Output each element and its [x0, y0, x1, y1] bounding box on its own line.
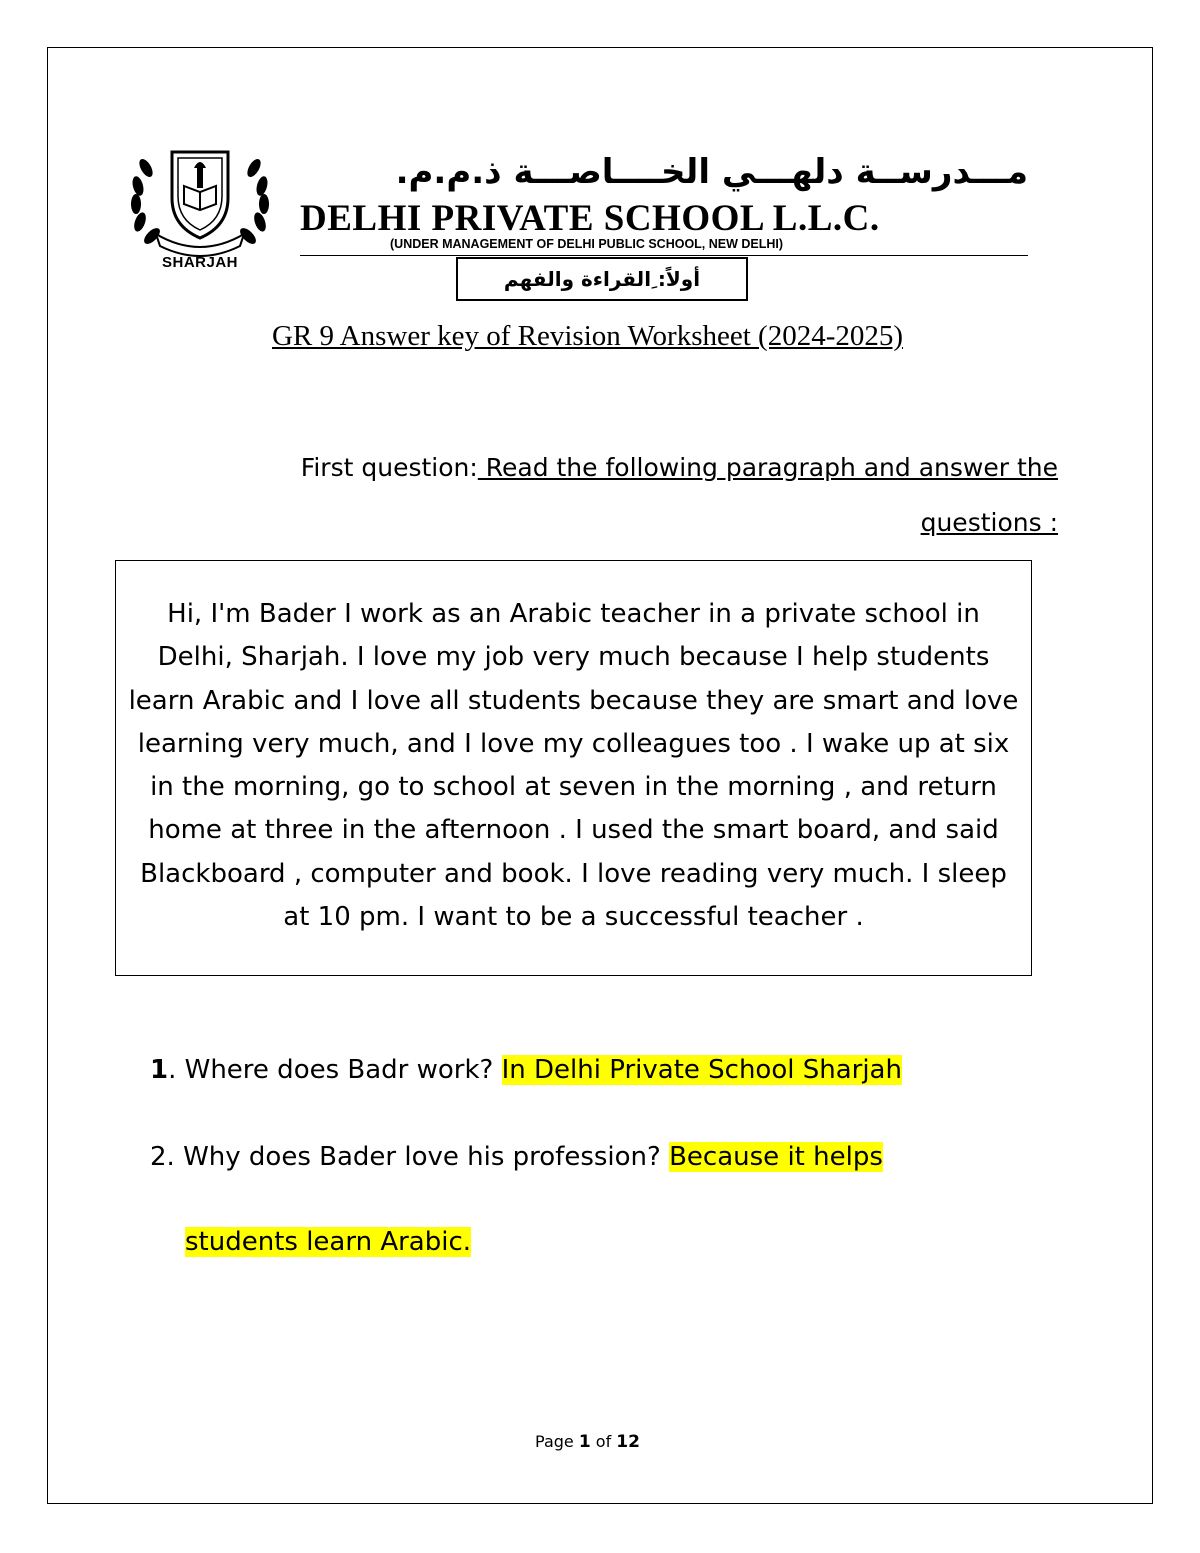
highlighted-answer: In Delhi Private School Sharjah [501, 1055, 902, 1085]
question-text: . Where does Badr work? [168, 1055, 502, 1085]
footer-of-word: of [590, 1432, 617, 1451]
section-label-box: أولاً: ِالقراءة والفهم [456, 257, 748, 301]
question-number: 2 [150, 1142, 167, 1172]
question-2 [150, 1137, 883, 1177]
school-name-english: DELHI PRIVATE SCHOOL L.L.C. [300, 198, 880, 239]
question-heading-instruction-1: Read the following paragraph and answer the [477, 453, 1058, 482]
question-heading [190, 440, 1058, 550]
header-divider [300, 255, 1028, 256]
footer-page-word: Page [535, 1432, 579, 1451]
question-number: 1 [150, 1055, 169, 1085]
question-heading-instruction-2: questions : [920, 508, 1058, 537]
footer-total-pages: 12 [616, 1432, 640, 1452]
school-name-arabic: مـــدرســة دلهـــي الخــــاصـــة ذ.م.م. [395, 152, 1028, 192]
school-crest-logo [122, 138, 278, 278]
passage-text: Hi, I'm Bader I work as an Arabic teacher in a private school in Delhi, Sharjah. I love my job very much because I help students learn Arabic and I love all students because they are smart and love learning very much, and I love my colleagues too . I wake up at six in the morning, go to school at seven in the morning , and return home at three in the afternoon . I used the smart board, and said Blackboard , computer and book. I love reading very much. I sleep at 10 pm. I want to be a successful teacher . [128, 599, 1019, 933]
management-line: (UNDER MANAGEMENT OF DELHI PUBLIC SCHOOL, NEW DELHI) [390, 237, 784, 251]
page-title: GR 9 Answer key of Revision Worksheet (2024-2025) [271, 320, 904, 352]
highlighted-answer: students learn Arabic. [185, 1227, 472, 1257]
question-text: . Why does Bader love his profession? [166, 1142, 670, 1172]
question-heading-lead: First question: [300, 453, 478, 482]
highlighted-answer: Because it helps [669, 1142, 883, 1172]
footer-current-page: 1 [578, 1432, 591, 1452]
page-footer [0, 1432, 1175, 1452]
question-1 [150, 1050, 902, 1090]
crest-city-label: SHARJAH [161, 254, 238, 271]
reading-passage [115, 560, 1032, 976]
question-2-answer-continued [185, 1222, 471, 1262]
crest-emblem-icon [122, 138, 278, 258]
